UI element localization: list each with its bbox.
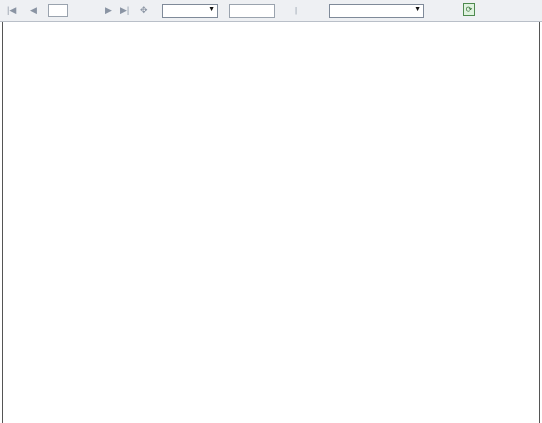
last-page-icon[interactable]: ▶| (120, 5, 130, 15)
refresh-icon[interactable]: ⟳ (463, 3, 475, 16)
first-page-icon[interactable]: |◀ (7, 5, 17, 15)
chevron-down-icon: ▼ (414, 6, 421, 13)
prev-page-icon[interactable]: ◀ (30, 5, 37, 15)
next-page-icon[interactable]: ▶ (105, 5, 112, 15)
toolbar-separator: | (295, 6, 298, 15)
back-to-parent-icon[interactable]: ✥ (140, 5, 148, 15)
chevron-down-icon: ▼ (208, 6, 215, 13)
